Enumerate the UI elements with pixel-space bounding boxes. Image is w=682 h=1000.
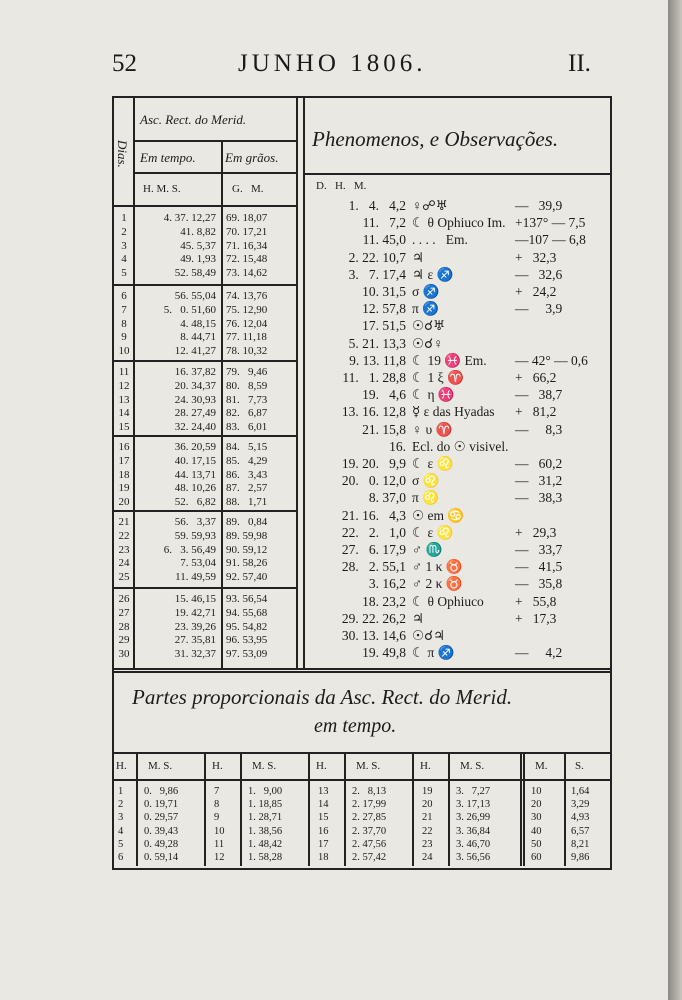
prop-hour: 22 [422, 825, 433, 837]
phenomenon-time: 18. 23,2 [362, 593, 406, 609]
prop-hour: 30 [531, 812, 542, 824]
tempo-value: 28. 27,49 [174, 407, 216, 420]
phenomenon-event: ☾ η ♓ [412, 387, 455, 403]
phenomenon-event: ♃ [412, 610, 425, 626]
phenomenon-time: 11. 45,0 [362, 232, 406, 248]
phenomenon-event: ☉☌♀ [412, 335, 444, 351]
prop-hour: 1 [118, 786, 124, 797]
prop-value: 1. 28,71 [248, 812, 283, 824]
prop-value: 2. 57,42 [352, 852, 387, 863]
phenomenon-time: 16. [389, 438, 406, 454]
phenomenon-event: ☾ 19 ♓ Em. [412, 352, 487, 368]
column-divider [523, 752, 525, 866]
page-edge [668, 0, 682, 1000]
phenomenon-value: — 32,6 [515, 266, 563, 282]
page-title: JUNHO 1806. [238, 50, 427, 77]
divider [112, 752, 612, 754]
phenomenon-event: π ♌ [412, 490, 439, 506]
phenomenon-time: 10. 31,5 [362, 284, 406, 299]
graos-value: 84. 5,15 [226, 441, 268, 453]
graos-value: 78. 10,32 [226, 345, 268, 358]
column-divider [204, 752, 206, 866]
phenomenon-value: —107 — 6,8 [515, 232, 586, 248]
phenomenon-value: — 3,9 [515, 301, 563, 317]
prop-value: 3. 46,70 [456, 838, 491, 850]
graos-value: 90. 59,12 [226, 543, 268, 556]
prop-hour: 4 [118, 825, 124, 837]
phenomenon-event: ☾ ε ♌ [412, 456, 454, 471]
prop-col-header: S. [575, 760, 584, 772]
graos-value: 77. 11,18 [226, 331, 267, 344]
group-divider [112, 284, 296, 286]
tempo-value: 15. 46,15 [174, 593, 216, 605]
graos-value: 80. 8,59 [226, 379, 268, 392]
phenomenon-event: ☾ ε ♌ [412, 524, 454, 540]
prop-value: 0. 9,86 [144, 786, 179, 797]
phenomenon-time: 13. 16. 12,8 [341, 404, 406, 420]
phenomenon-time: 1. 4. 4,2 [348, 198, 406, 213]
em-graos-label: Em grãos. [225, 150, 279, 165]
day-number: 6 [121, 290, 127, 302]
prop-col-header: M. S. [460, 760, 485, 772]
prop-hour: 6 [118, 852, 124, 863]
graos-value: 75. 12,90 [226, 303, 268, 316]
phenomenon-event: ☉ em ♋ [412, 507, 465, 523]
tempo-value: 36. 20,59 [174, 441, 216, 453]
day-number: 22 [118, 529, 130, 542]
prop-col-header: H. [116, 760, 127, 772]
phenomenon-value: + 24,2 [515, 284, 557, 299]
day-number: 20 [118, 496, 130, 509]
divider [112, 671, 612, 673]
day-number: 24 [118, 557, 130, 570]
graos-value: 70. 17,21 [226, 225, 268, 238]
column-divider [344, 752, 346, 866]
prop-value: 3. 36,84 [456, 825, 491, 837]
divider [112, 668, 612, 670]
prop-hour: 24 [422, 852, 433, 863]
phenomenon-time: 28. 2. 55,1 [341, 559, 406, 575]
hms-label: H. M. S. [143, 183, 181, 195]
day-number: 2 [121, 225, 127, 238]
prop-col-header: M. S. [356, 760, 381, 772]
phenomenon-time: 9. 13. 11,8 [349, 352, 406, 368]
prop-col-header: M. S. [252, 760, 277, 772]
day-number: 9 [121, 331, 127, 344]
phenomenon-value: — 39,9 [515, 198, 563, 213]
prop-col-header: M. S. [148, 760, 173, 772]
phenomenon-value: + 55,8 [515, 593, 557, 609]
phenomenon-event: σ ♌ [412, 473, 440, 489]
tempo-value: 32. 24,40 [174, 421, 216, 434]
phenomenon-time: 21. 16. 4,3 [341, 507, 406, 523]
day-number: 12 [118, 379, 130, 392]
prop-value: 1. 38,56 [248, 825, 283, 837]
phenomenon-value: — 60,2 [515, 456, 563, 471]
prop-hour: 16 [318, 825, 329, 837]
phenomenon-time: 3. 7. 17,4 [348, 266, 406, 282]
tempo-value: 19. 42,71 [174, 606, 216, 619]
tempo-value: 8. 44,71 [180, 331, 216, 344]
tempo-value: 20. 34,37 [174, 379, 216, 392]
day-number: 28 [118, 620, 130, 633]
phenomenon-value: — 38,3 [515, 490, 563, 506]
prop-hour: 12 [214, 852, 225, 863]
graos-value: 91. 58,26 [226, 557, 268, 570]
tempo-value: 59. 59,93 [174, 529, 216, 542]
graos-value: 83. 6,01 [226, 421, 268, 434]
tempo-value: 40. 17,15 [174, 454, 216, 467]
graos-value: 71. 16,34 [226, 239, 268, 252]
prop-value: 1. 48,42 [248, 838, 283, 850]
phenomenon-event: ♀ υ ♈ [412, 421, 453, 437]
day-number: 17 [118, 454, 130, 467]
tempo-value: 49. 1,93 [180, 253, 216, 266]
divider [296, 97, 298, 670]
group-divider [112, 587, 296, 589]
phenomenon-event: π ♐ [412, 301, 439, 317]
phenomenon-value: — 31,2 [515, 473, 563, 489]
tempo-value: 27. 35,81 [174, 634, 216, 647]
phenomenon-event: ♂ ♏ [412, 542, 443, 557]
tempo-value: 7. 53,04 [180, 557, 216, 570]
prop-hour: 10 [531, 786, 542, 797]
prop-col-header: M. [535, 760, 548, 772]
graos-value: 69. 18,07 [226, 212, 268, 224]
tempo-value: 6. 3. 56,49 [163, 543, 216, 556]
dias-label: Dias. [115, 140, 130, 168]
prop-hour: 18 [318, 852, 329, 863]
column-divider [308, 752, 310, 866]
column-divider [520, 752, 522, 866]
prop-value: 0. 59,14 [144, 852, 179, 863]
day-number: 13 [118, 393, 130, 406]
day-number: 3 [121, 239, 127, 252]
column-divider [240, 752, 242, 866]
phenomena-col-header: D. H. M. [316, 180, 367, 192]
phenomenon-time: 22. 2. 1,0 [341, 524, 406, 540]
prop-hour: 14 [318, 799, 329, 811]
tempo-value: 23. 39,26 [174, 620, 216, 633]
phenomenon-event: ♂ 1 κ ♉ [412, 559, 463, 575]
phenomenon-time: 20. 0. 12,0 [341, 473, 406, 489]
tempo-value: 52. 58,49 [174, 267, 216, 280]
prop-value: 3. 7,27 [456, 786, 491, 797]
day-number: 15 [118, 421, 130, 434]
day-number: 1 [121, 212, 127, 224]
prop-value: 1. 9,00 [248, 786, 283, 797]
graos-value: 72. 15,48 [226, 253, 268, 266]
divider [112, 205, 296, 207]
tempo-value: 31. 32,37 [174, 648, 216, 661]
phenomenon-time: 3. 16,2 [368, 576, 406, 592]
day-number: 25 [118, 571, 130, 584]
phenomenon-value: + 17,3 [515, 610, 557, 626]
phenomenon-event: ♃ ε ♐ [412, 266, 454, 282]
graos-value: 87. 2,57 [226, 482, 268, 495]
graos-value: 89. 0,84 [226, 516, 268, 528]
tempo-value: 24. 30,93 [174, 393, 216, 406]
tempo-value: 5. 0. 51,60 [163, 303, 216, 316]
prop-value: 3. 26,99 [456, 812, 491, 824]
asc-label: Asc. Rect. do Merid. [140, 112, 247, 127]
prop-value: 3. 56,56 [456, 852, 491, 863]
prop-col-header: H. [420, 760, 431, 772]
phenomenon-event: ☉☌♃ [412, 628, 446, 643]
phenomenon-time: 29. 22. 26,2 [341, 610, 406, 626]
phenomenon-time: 19. 20. 9,9 [341, 456, 406, 471]
day-number: 7 [121, 303, 127, 316]
phenomenon-time: 2. 22. 10,7 [348, 249, 406, 265]
day-number: 16 [118, 441, 130, 453]
phenomenon-time: 12. 57,8 [362, 301, 406, 317]
phenomenon-event: ☉☌♅ [412, 318, 446, 334]
prop-hour: 13 [318, 786, 329, 797]
graos-value: 74. 13,76 [226, 290, 268, 302]
phenomenon-event: ♂ 2 κ ♉ [412, 576, 463, 592]
prop-col-header: H. [316, 760, 327, 772]
page-number: 52 [112, 50, 137, 77]
column-divider [448, 752, 450, 866]
graos-value: 96. 53,95 [226, 634, 268, 647]
phenomenon-value: +137° — 7,5 [515, 215, 586, 231]
phenomenon-value: — 41,5 [515, 559, 563, 575]
phenomenon-event: . . . . Em. [412, 232, 468, 248]
column-divider [564, 752, 566, 866]
tempo-value: 16. 37,82 [174, 366, 216, 378]
prop-value: 1. 58,28 [248, 852, 283, 863]
tempo-value: 45. 5,37 [180, 239, 216, 252]
day-number: 21 [118, 516, 130, 528]
tempo-value: 11. 49,59 [175, 571, 216, 584]
tempo-value: 12. 41,27 [174, 345, 216, 358]
day-number: 8 [121, 317, 127, 330]
day-number: 4 [121, 253, 127, 266]
graos-value: 76. 12,04 [226, 317, 268, 330]
phenomenon-time: 19. 4,6 [362, 387, 406, 403]
day-number: 19 [118, 482, 130, 495]
prop-value: 8,21 [571, 838, 590, 850]
prop-hour: 11 [214, 838, 225, 850]
divider [133, 97, 135, 670]
graos-value: 79. 9,46 [226, 366, 268, 378]
day-number: 10 [118, 345, 130, 358]
day-number: 5 [121, 267, 127, 280]
phenomenon-value: — 38,7 [515, 387, 563, 403]
divider [112, 779, 612, 781]
proportional-title: Partes proporcionais da Asc. Rect. do Merid. [132, 685, 513, 709]
day-number: 26 [118, 593, 130, 605]
graos-value: 92. 57,40 [226, 571, 268, 584]
prop-value: 2. 27,85 [352, 812, 387, 824]
tempo-value: 41. 8,82 [180, 225, 216, 238]
column-divider [136, 752, 138, 866]
phenomenon-time: 30. 13. 14,6 [341, 628, 406, 643]
column-divider [412, 752, 414, 866]
day-number: 14 [118, 407, 130, 420]
graos-value: 97. 53,09 [226, 648, 268, 661]
prop-value: 0. 49,28 [144, 838, 179, 850]
phenomenon-value: — 33,7 [515, 542, 563, 557]
prop-hour: 50 [531, 838, 542, 850]
phenomenon-event: ☾ 1 ξ ♈ [412, 370, 464, 385]
phenomenon-event: ☾ θ Ophiuco [412, 593, 484, 609]
phenomenon-value: + 32,3 [515, 249, 557, 265]
graos-value: 94. 55,68 [226, 606, 268, 619]
phenomenon-value: — 42° — 0,6 [515, 352, 588, 368]
group-divider [112, 510, 296, 512]
tempo-value: 48. 10,26 [174, 482, 216, 495]
prop-hour: 17 [318, 838, 329, 850]
graos-value: 82. 6,87 [226, 407, 268, 420]
prop-hour: 2 [118, 799, 124, 811]
phenomenon-event: ☿ ε das Hyadas [412, 404, 495, 420]
prop-col-header: H. [212, 760, 223, 772]
prop-value: 0. 29,57 [144, 812, 179, 824]
prop-hour: 5 [118, 838, 124, 850]
prop-hour: 9 [214, 812, 220, 824]
phenomenon-value: + 29,3 [515, 524, 557, 540]
phenomenon-time: 27. 6. 17,9 [341, 542, 406, 557]
prop-hour: 60 [531, 852, 542, 863]
phenomenon-value: — 35,8 [515, 576, 563, 592]
phenomenon-event: ☾ θ Ophiuco Im. [412, 215, 506, 231]
divider [303, 173, 612, 175]
phenomenon-value: + 81,2 [515, 404, 557, 420]
graos-value: 95. 54,82 [226, 620, 268, 633]
graos-value: 85. 4,29 [226, 454, 268, 467]
phenomenon-value: — 4,2 [515, 645, 563, 661]
tempo-value: 56. 3,37 [174, 516, 216, 528]
prop-hour: 10 [214, 825, 225, 837]
prop-hour: 21 [422, 812, 433, 824]
tempo-value: 52. 6,82 [174, 496, 216, 509]
day-number: 27 [118, 606, 130, 619]
prop-value: 6,57 [571, 825, 590, 837]
graos-value: 73. 14,62 [226, 267, 268, 280]
prop-value: 0. 39,43 [144, 825, 179, 837]
phenomenon-time: 17. 51,5 [362, 318, 406, 334]
prop-hour: 20 [422, 799, 433, 811]
prop-value: 9,86 [571, 852, 590, 863]
phenomena-title: Phenomenos, e Observações. [312, 127, 559, 151]
prop-hour: 15 [318, 812, 329, 824]
prop-value: 4,93 [571, 812, 590, 824]
prop-value: 2. 37,70 [352, 825, 387, 837]
phenomenon-time: 11. 1. 28,8 [342, 370, 406, 385]
prop-value: 3,29 [571, 799, 590, 811]
divider [133, 140, 296, 142]
em-tempo-label: Em tempo. [140, 150, 196, 165]
phenomenon-time: 19. 49,8 [362, 645, 406, 661]
tempo-value: 44. 13,71 [174, 468, 216, 481]
phenomenon-event: ♃ [412, 249, 425, 265]
graos-value: 88. 1,71 [226, 496, 268, 509]
divider [303, 97, 305, 670]
gm-label: G. M. [232, 183, 264, 195]
prop-hour: 8 [214, 799, 220, 811]
prop-hour: 19 [422, 786, 433, 797]
prop-value: 0. 19,71 [144, 799, 179, 811]
graos-value: 86. 3,43 [226, 468, 268, 481]
graos-value: 93. 56,54 [226, 593, 268, 605]
divider [133, 172, 296, 174]
day-number: 30 [118, 648, 130, 661]
prop-value: 1. 18,85 [248, 799, 283, 811]
graos-value: 81. 7,73 [226, 393, 268, 406]
day-number: 23 [118, 543, 130, 556]
prop-value: 1,64 [571, 786, 590, 797]
phenomenon-time: 21. 15,8 [362, 421, 406, 437]
prop-hour: 20 [531, 799, 542, 811]
phenomenon-time: 11. 7,2 [362, 215, 406, 231]
group-divider [112, 360, 296, 362]
prop-value: 2. 47,56 [352, 838, 387, 850]
group-divider [112, 435, 296, 437]
prop-hour: 3 [118, 812, 124, 824]
prop-value: 2. 17,99 [352, 799, 387, 811]
prop-hour: 40 [531, 825, 542, 837]
day-number: 18 [118, 468, 130, 481]
phenomenon-event: ☾ π ♐ [412, 645, 455, 661]
phenomenon-time: 5. 21. 13,3 [348, 335, 406, 351]
phenomenon-time: 8. 37,0 [368, 490, 406, 506]
phenomenon-value: + 66,2 [515, 370, 557, 385]
divider [221, 140, 223, 670]
phenomenon-value: — 8,3 [515, 421, 563, 437]
phenomenon-event: Ecl. do ☉ visivel. [412, 438, 509, 454]
prop-value: 3. 17,13 [456, 799, 491, 811]
tempo-value: 4. 48,15 [180, 317, 216, 330]
roman-numeral: II. [568, 50, 591, 77]
graos-value: 89. 59,98 [226, 529, 268, 542]
day-number: 11 [118, 366, 130, 378]
prop-value: 2. 8,13 [352, 786, 387, 797]
prop-hour: 7 [214, 786, 220, 797]
phenomenon-event: σ ♐ [412, 284, 440, 299]
prop-hour: 23 [422, 838, 433, 850]
proportional-subtitle: em tempo. [314, 715, 397, 737]
tempo-value: 56. 55,04 [174, 290, 216, 302]
tempo-value: 4. 37. 12,27 [163, 212, 216, 224]
day-number: 29 [118, 634, 130, 647]
phenomenon-event: ♀☍♅ [412, 198, 448, 213]
